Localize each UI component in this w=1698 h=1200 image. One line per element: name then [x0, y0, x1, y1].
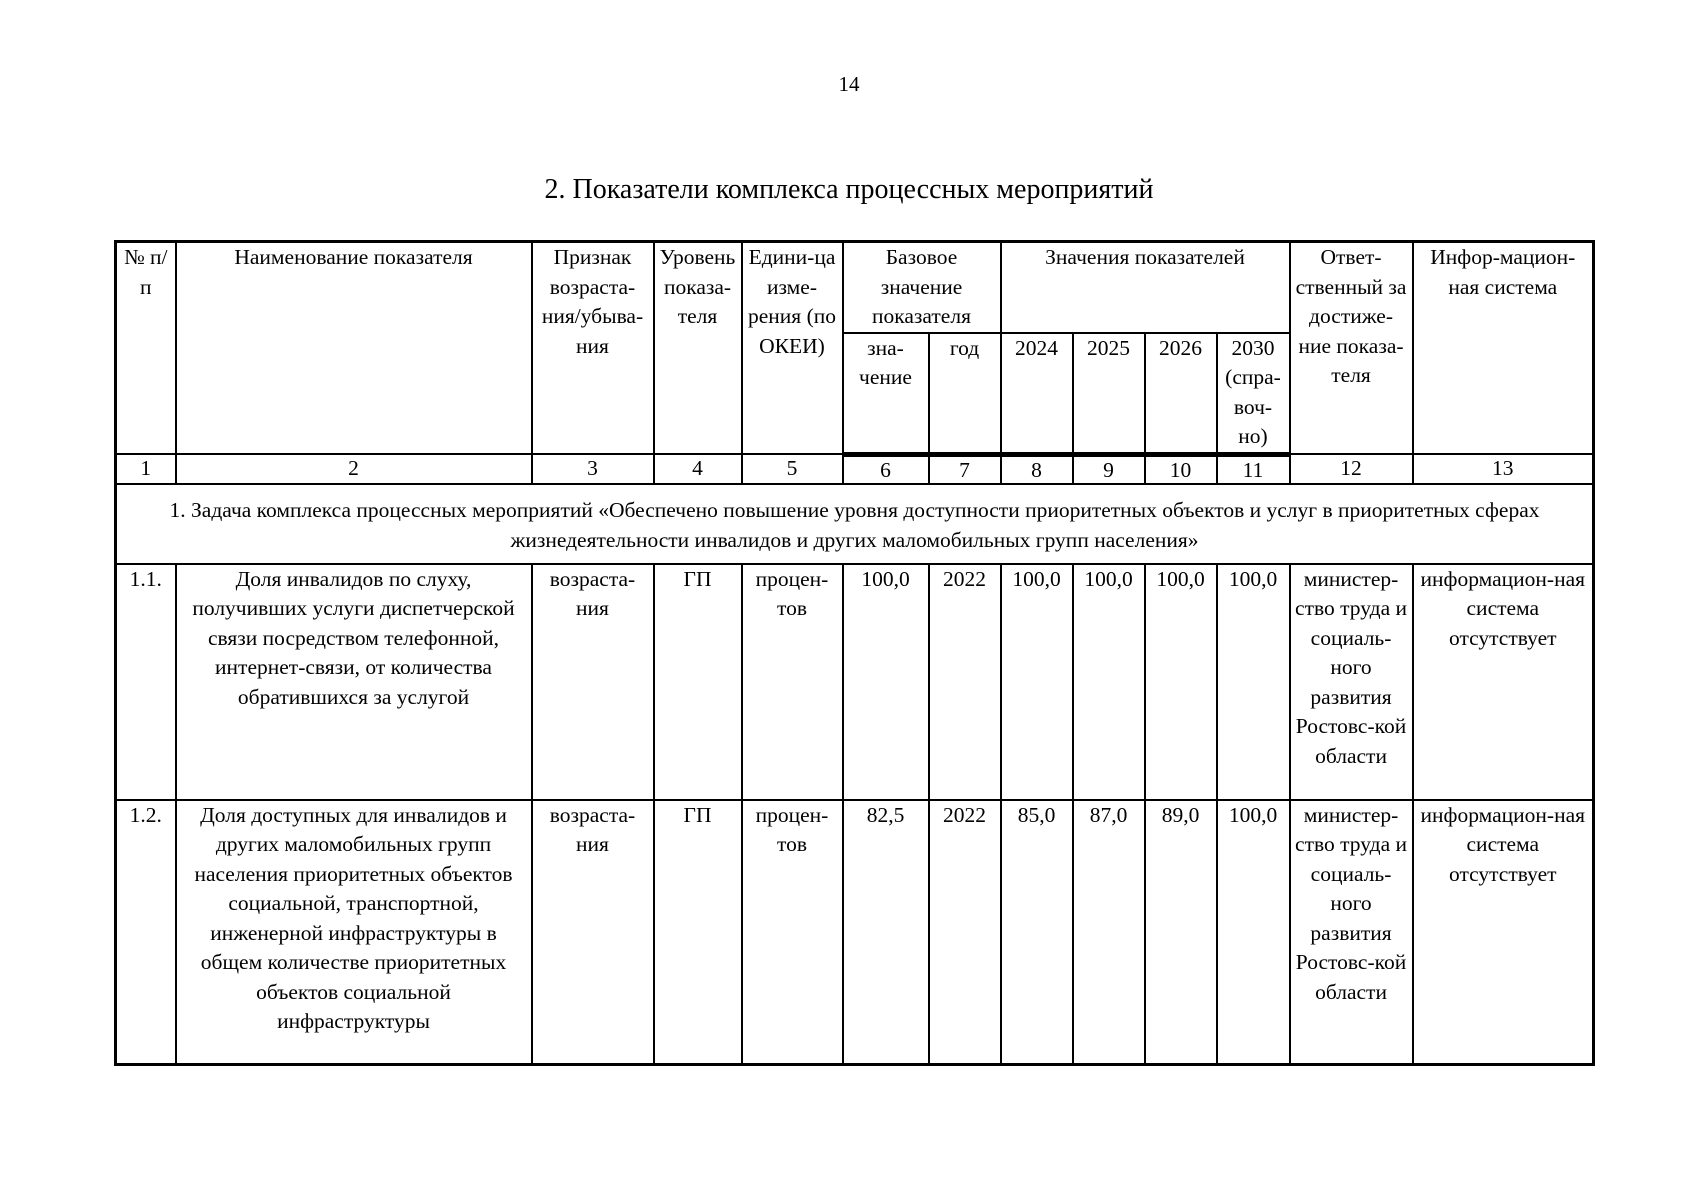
column-number: 6: [843, 454, 929, 484]
task-row: [116, 484, 1594, 564]
value-2026: 89,0: [1145, 800, 1217, 1065]
header-year-2026: 2026: [1145, 333, 1217, 455]
header-base: Базовое значение показателя: [843, 242, 1001, 333]
header-values: Значения показателей: [1001, 242, 1290, 333]
column-number: 8: [1001, 454, 1073, 484]
info-system: информацион-ная система отсутствует: [1413, 564, 1594, 800]
indicator-level: ГП: [654, 800, 742, 1065]
indicator-unit: процен-тов: [742, 800, 843, 1065]
column-number: 10: [1145, 454, 1217, 484]
header-num: № п/п: [116, 242, 176, 455]
indicator-name: Доля инвалидов по слуху, получивших услуги диспетчерской связи посредством телефонной, интернет-связи, от количества обратившихся за услугой: [176, 564, 532, 800]
value-2026: 100,0: [1145, 564, 1217, 800]
column-number: 1: [116, 454, 176, 484]
indicator-sign: возраста-ния: [532, 800, 654, 1065]
column-number: 3: [532, 454, 654, 484]
info-system: информацион-ная система отсутствует: [1413, 800, 1594, 1065]
base-year: 2022: [929, 800, 1001, 1065]
column-number: 13: [1413, 454, 1594, 484]
row-number: 1.2.: [116, 800, 176, 1065]
header-row: [116, 242, 1594, 333]
page-number: 14: [838, 72, 860, 96]
column-number: 12: [1290, 454, 1413, 484]
header-year-2024: 2024: [1001, 333, 1073, 455]
value-2030: 100,0: [1217, 564, 1290, 800]
column-number: 5: [742, 454, 843, 484]
header-base-year: год: [929, 333, 1001, 455]
indicator-sign: возраста-ния: [532, 564, 654, 800]
responsible: министер-ство труда и социаль-ного развития Ростовс-кой области: [1290, 800, 1413, 1065]
value-2030: 100,0: [1217, 800, 1290, 1065]
indicator-level: ГП: [654, 564, 742, 800]
column-number: 2: [176, 454, 532, 484]
value-2024: 100,0: [1001, 564, 1073, 800]
value-2025: 100,0: [1073, 564, 1145, 800]
header-year-2030: 2030 (спра-воч-но): [1217, 333, 1290, 455]
table-row: [116, 800, 1594, 1065]
indicators-table: [114, 240, 1595, 1066]
column-number: 11: [1217, 454, 1290, 484]
value-2025: 87,0: [1073, 800, 1145, 1065]
header-year-2025: 2025: [1073, 333, 1145, 455]
responsible: министер-ство труда и социаль-ного развития Ростовс-кой области: [1290, 564, 1413, 800]
base-value: 82,5: [843, 800, 929, 1065]
header-sign: Признак возраста-ния/убыва-ния: [532, 242, 654, 455]
indicator-name: Доля доступных для инвалидов и других маломобильных групп населения приоритетных объектов социальной, транспортной, инженерной инфраструктуры в общем количестве приоритетных объектов социальной инфраструктуры: [176, 800, 532, 1065]
header-responsible: Ответ-ственный за достиже-ние показа-теля: [1290, 242, 1413, 455]
table-row: [116, 564, 1594, 800]
column-number: 7: [929, 454, 1001, 484]
value-2024: 85,0: [1001, 800, 1073, 1065]
header-level: Уровень показа-теля: [654, 242, 742, 455]
row-number: 1.1.: [116, 564, 176, 800]
column-number-row: [116, 454, 1594, 484]
indicator-unit: процен-тов: [742, 564, 843, 800]
section-title: 2. Показатели комплекса процессных мероприятий: [544, 174, 1154, 205]
header-info-system: Инфор-мацион-ная система: [1413, 242, 1594, 455]
column-number: 9: [1073, 454, 1145, 484]
header-base-value: зна-чение: [843, 333, 929, 455]
column-number: 4: [654, 454, 742, 484]
header-unit: Едини-ца изме-рения (по ОКЕИ): [742, 242, 843, 455]
header-name: Наименование показателя: [176, 242, 532, 455]
base-year: 2022: [929, 564, 1001, 800]
base-value: 100,0: [843, 564, 929, 800]
task-title: 1. Задача комплекса процессных мероприятий «Обеспечено повышение уровня доступности приоритетных объектов и услуг в приоритетных сферах жизнедеятельности инвалидов и других маломобильных групп населения»: [116, 484, 1594, 564]
